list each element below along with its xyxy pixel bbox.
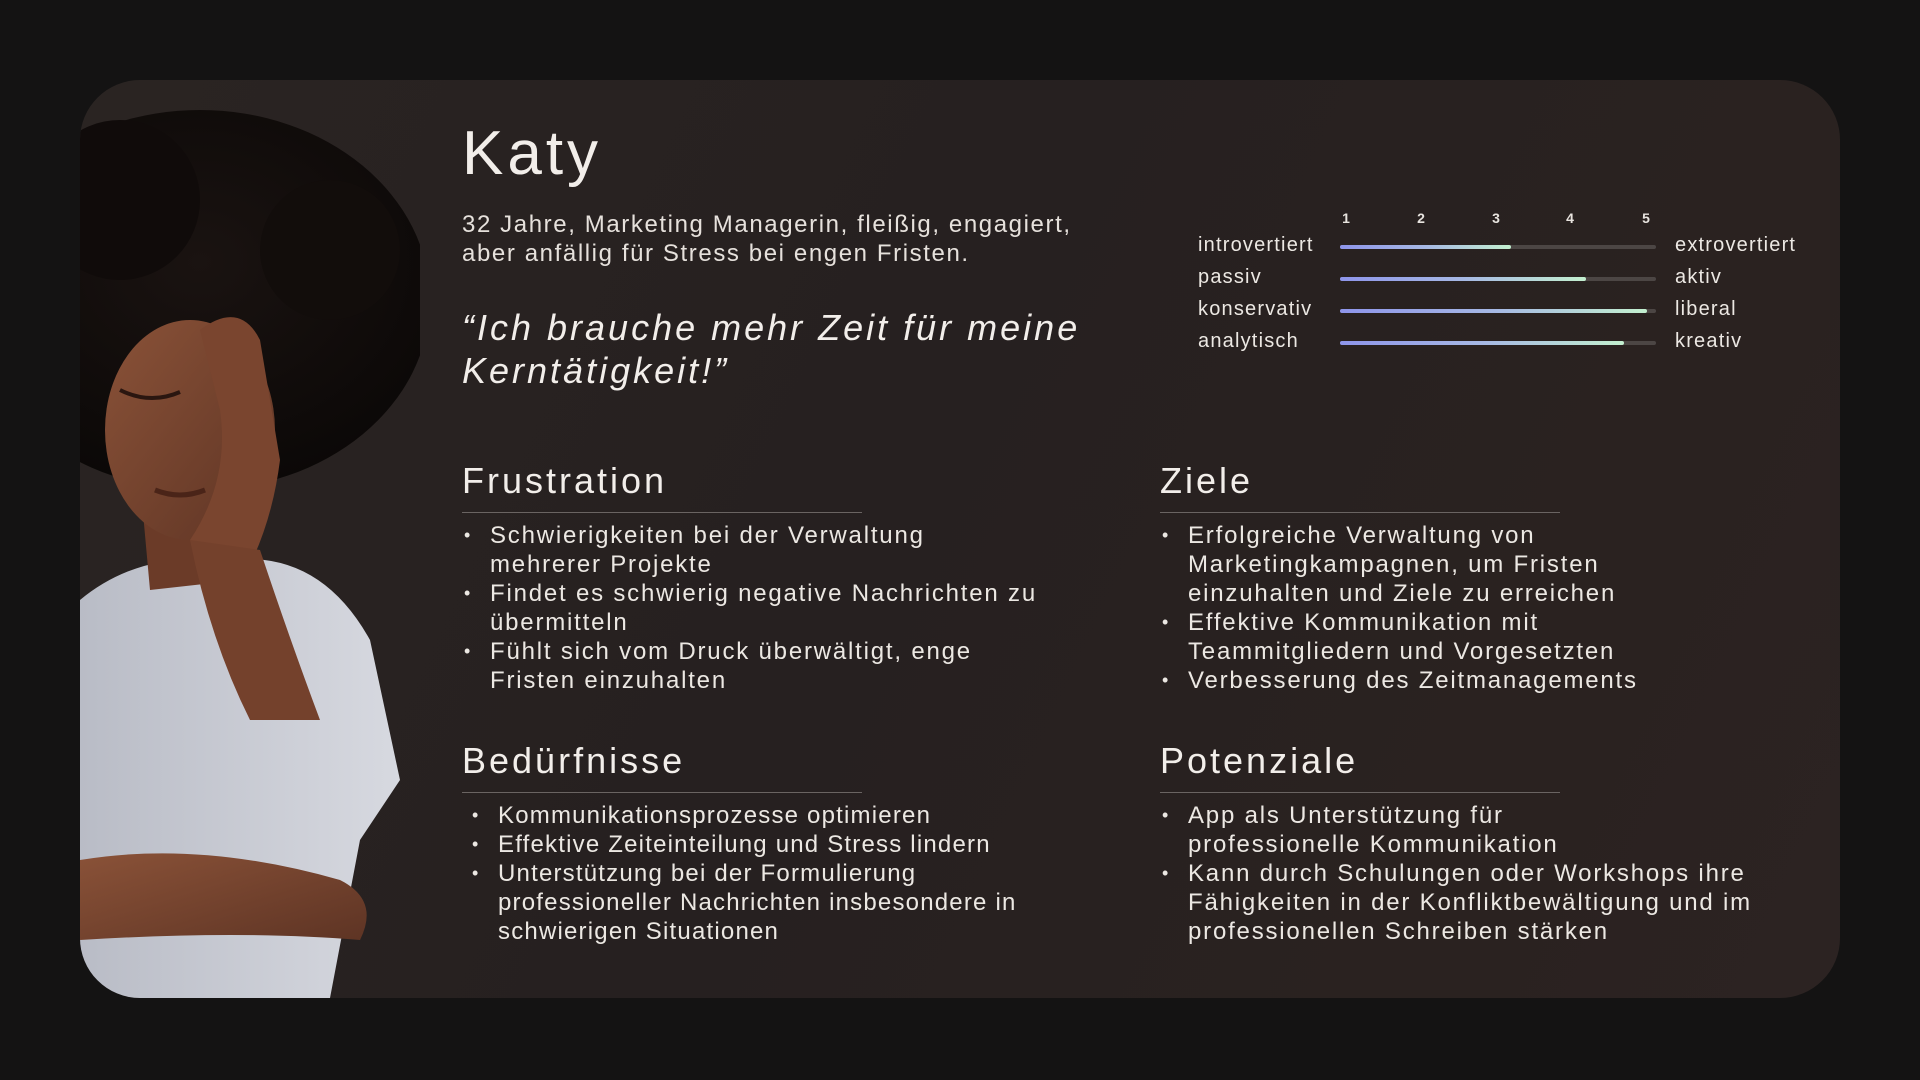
section-divider [462, 792, 862, 793]
section-frustration [462, 460, 1082, 695]
scale-number: 4 [1566, 210, 1574, 226]
list-item: • Effektive Kommunikation mit Teammitgliedern und Vorgesetzten [1160, 608, 1698, 666]
beduerfnisse-list [462, 801, 1082, 946]
scale-left-label: introvertiert [1198, 234, 1314, 256]
list-item: • Kommunikationsprozesse optimieren [462, 801, 1058, 830]
section-divider [1160, 512, 1560, 513]
scale-fill [1340, 277, 1586, 281]
scale-right-label: extrovertiert [1675, 234, 1797, 256]
section-title: Bedürfnisse [462, 740, 686, 781]
scale-row-analytisch [1198, 330, 1818, 356]
section-potenziale [1160, 740, 1780, 946]
frustration-list [462, 521, 1082, 695]
persona-portrait-image [80, 80, 420, 998]
scale-left-label: konservativ [1198, 298, 1313, 320]
section-title: Frustration [462, 460, 668, 501]
scale-right-label: liberal [1675, 298, 1737, 320]
scale-row-passiv [1198, 266, 1818, 292]
list-item: • App als Unterstützung für professionelle Kommunikation [1160, 801, 1608, 859]
scale-left-label: passiv [1198, 266, 1262, 288]
scale-number: 2 [1417, 210, 1425, 226]
scale-right-label: aktiv [1675, 266, 1723, 288]
persona-quote: “Ich brauche mehr Zeit für meine Kerntätigkeit!” [462, 307, 1081, 391]
scale-number-labels [1340, 210, 1660, 230]
scale-track [1340, 277, 1656, 281]
scale-number: 3 [1492, 210, 1500, 226]
ziele-list [1160, 521, 1760, 695]
section-beduerfnisse [462, 740, 1082, 946]
scale-fill [1340, 309, 1647, 313]
list-item: • Effektive Zeiteinteilung und Stress lindern [462, 830, 1078, 859]
scale-number: 5 [1642, 210, 1650, 226]
persona-description: 32 Jahre, Marketing Managerin, fleißig, engagiert, aber anfällig für Stress bei engen Fristen. [462, 211, 1072, 267]
scale-fill [1340, 341, 1624, 345]
list-item: • Findet es schwierig negative Nachrichten zu übermitteln [462, 579, 1060, 637]
section-title: Ziele [1160, 460, 1254, 501]
section-divider [1160, 792, 1560, 793]
list-item: • Erfolgreiche Verwaltung von Marketingkampagnen, um Fristen einzuhalten und Ziele zu erreichen [1160, 521, 1698, 608]
section-title: Potenziale [1160, 740, 1359, 781]
scale-track [1340, 309, 1656, 313]
persona-name: Katy [462, 119, 603, 188]
list-item: • Unterstützung bei der Formulierung professioneller Nachrichten insbesondere in schwierigen Situationen [462, 859, 1028, 946]
section-ziele [1160, 460, 1760, 695]
scale-left-label: analytisch [1198, 330, 1299, 352]
list-item: • Schwierigkeiten bei der Verwaltung mehrerer Projekte [462, 521, 1010, 579]
scale-track [1340, 245, 1656, 249]
scale-row-konservativ [1198, 298, 1818, 324]
section-divider [462, 512, 862, 513]
list-item: • Kann durch Schulungen oder Workshops ihre Fähigkeiten in der Konfliktbewältigung und im professionellen Schreiben stärken [1160, 859, 1788, 946]
scale-track [1340, 341, 1656, 345]
potenziale-list [1160, 801, 1780, 946]
scale-right-label: kreativ [1675, 330, 1743, 352]
persona-card [80, 80, 1840, 998]
list-item: • Verbesserung des Zeitmanagements [1160, 666, 1728, 695]
scale-fill [1340, 245, 1511, 249]
scale-row-introvertiert [1198, 234, 1818, 260]
list-item: • Fühlt sich vom Druck überwältigt, enge Fristen einzuhalten [462, 637, 1010, 695]
scale-number: 1 [1342, 210, 1350, 226]
